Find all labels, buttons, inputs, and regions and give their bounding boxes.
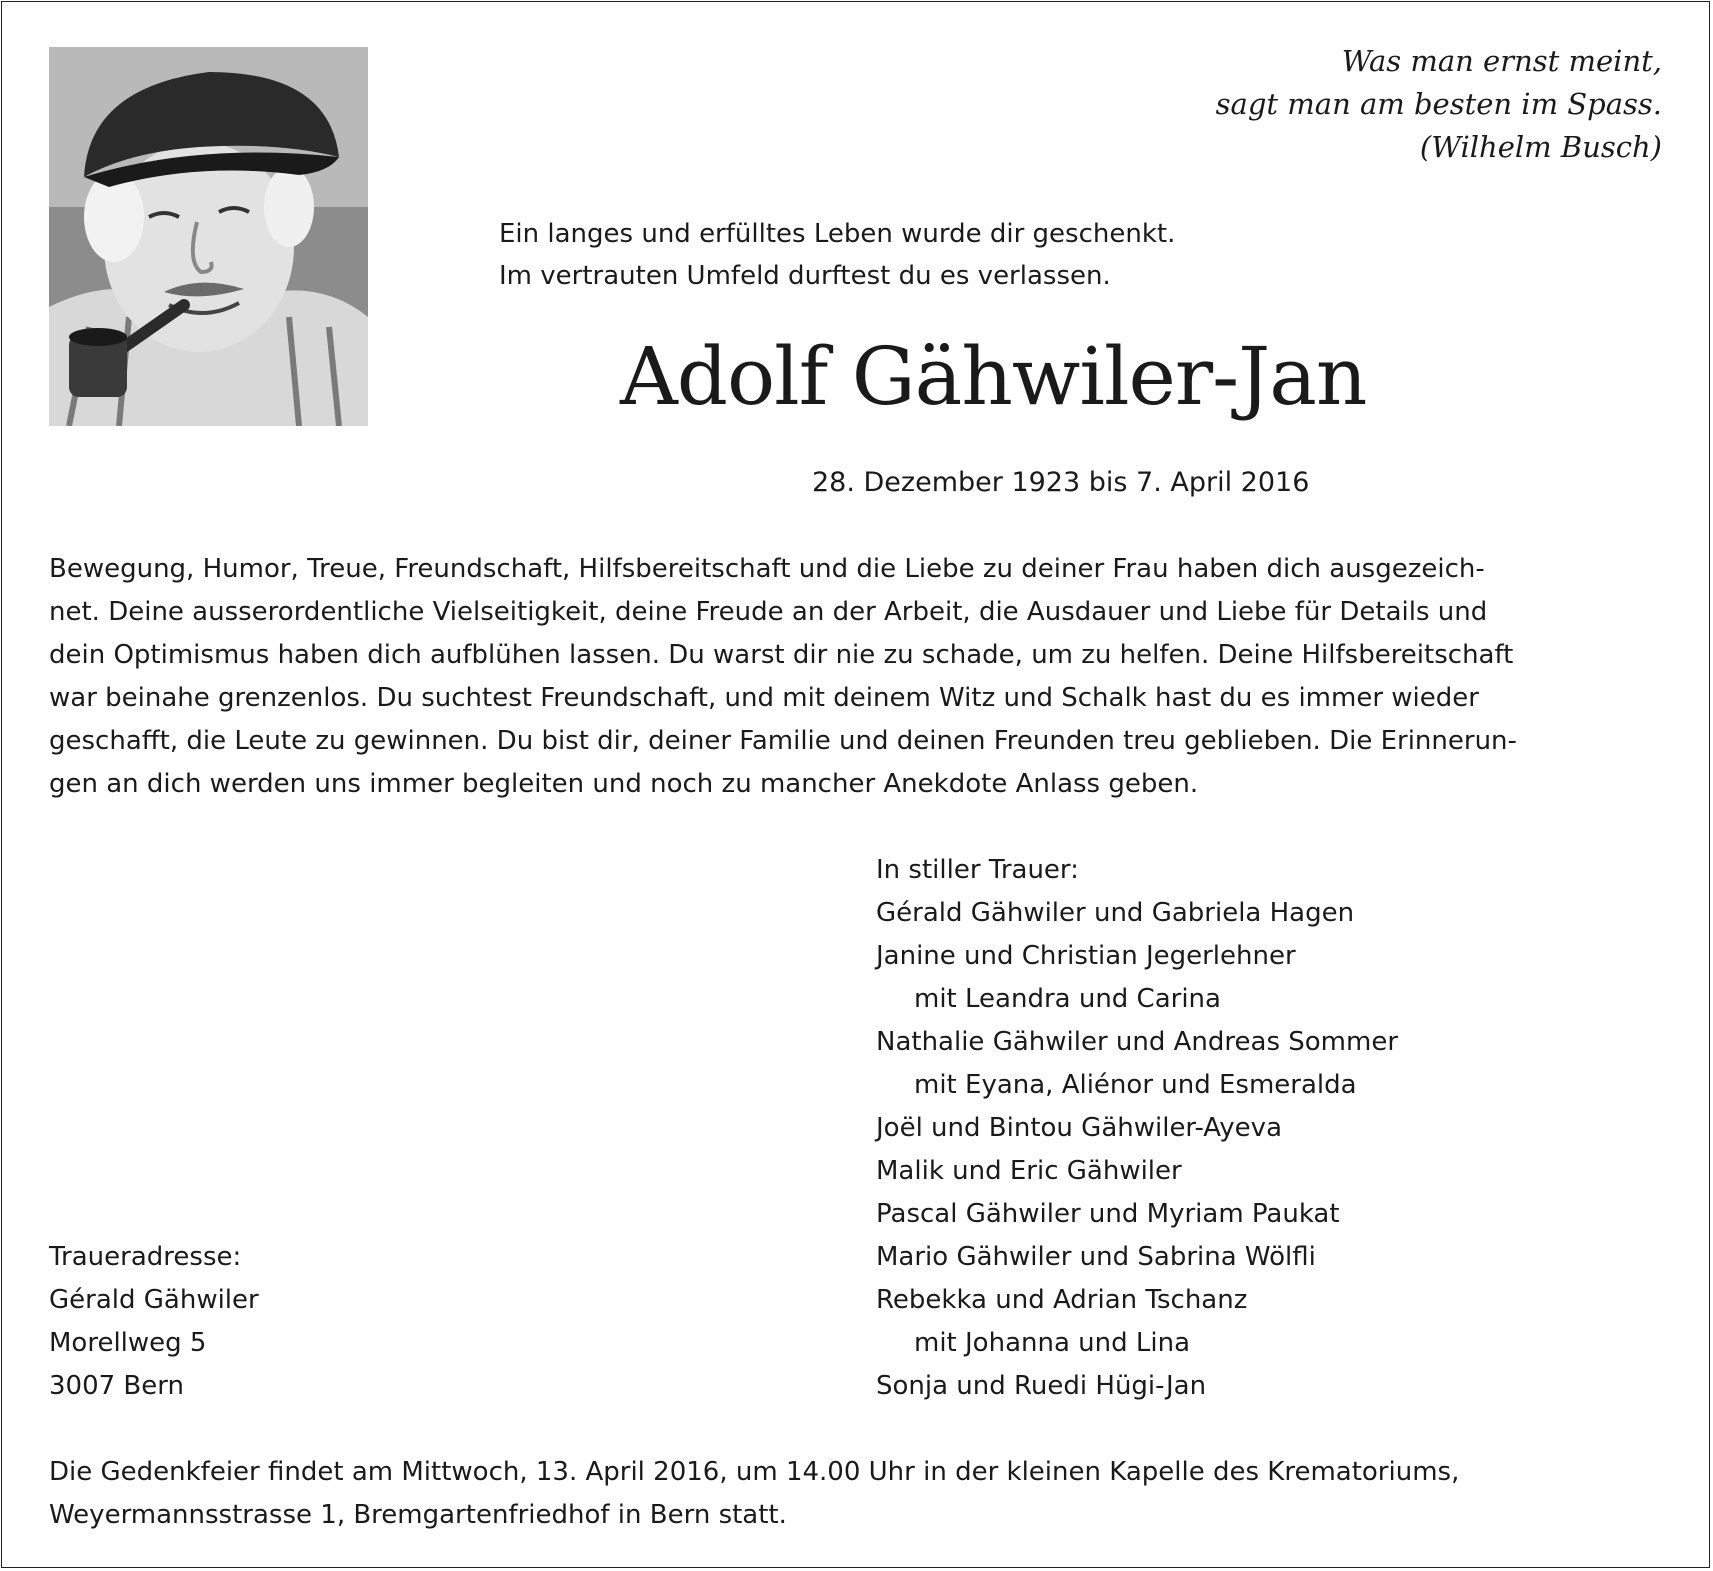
quote-line: sagt man am besten im Spass. [1215, 87, 1662, 121]
mourner-entry: Malik und Eric Gähwiler [876, 1156, 1182, 1186]
tribute-line: gen an dich werden uns immer begleiten und noch zu mancher Anekdote Anlass geben. [49, 769, 1199, 799]
address-city: 3007 Bern [49, 1371, 184, 1401]
mourner-entry: Nathalie Gähwiler und Andreas Sommer [876, 1027, 1399, 1057]
mourner-entry: Joël und Bintou Gähwiler-Ayeva [876, 1113, 1282, 1143]
service-line: Weyermannsstrasse 1, Bremgartenfriedhof in Bern statt. [49, 1500, 787, 1530]
mourner-entry: Rebekka und Adrian Tschanz [876, 1285, 1248, 1315]
tribute-line: Bewegung, Humor, Treue, Freundschaft, Hilfsbereitschaft und die Liebe zu deiner Frau haben dich ausgezeich- [49, 554, 1485, 584]
quote-author: (Wilhelm Busch) [1419, 130, 1662, 164]
life-dates: 28. Dezember 1923 bis 7. April 2016 [812, 467, 1310, 498]
intro-line: Im vertrauten Umfeld durftest du es verlassen. [499, 261, 1111, 291]
intro-text [499, 213, 1175, 297]
tribute-line: net. Deine ausserordentliche Vielseitigkeit, deine Freude an der Arbeit, die Ausdauer und Liebe für Details und [49, 597, 1488, 627]
mourner-entry: Janine und Christian Jegerlehner [876, 941, 1296, 971]
service-line: Die Gedenkfeier findet am Mittwoch, 13. April 2016, um 14.00 Uhr in der kleinen Kapelle des Krematoriums, [49, 1457, 1460, 1487]
address-street: Morellweg 5 [49, 1328, 207, 1358]
mourner-entry-children: mit Leandra und Carina [914, 984, 1221, 1014]
mourner-entry-children: mit Eyana, Aliénor und Esmeralda [914, 1070, 1357, 1100]
mourners-list [876, 849, 1398, 1408]
quote-block [1216, 40, 1662, 169]
mourners-heading: In stiller Trauer: [876, 855, 1079, 885]
intro-line: Ein langes und erfülltes Leben wurde dir geschenkt. [499, 219, 1176, 249]
tribute-line: geschafft, die Leute zu gewinnen. Du bist dir, deiner Familie und deinen Freunden treu geblieben. Die Erinnerun- [49, 726, 1517, 756]
deceased-name: Adolf Gähwiler-Jan [620, 330, 1367, 423]
portrait-photo [49, 47, 368, 426]
portrait-illustration [49, 47, 368, 426]
quote-line: Was man ernst meint, [1341, 44, 1662, 78]
memorial-service-info [49, 1451, 1459, 1537]
mourner-entry: Mario Gähwiler und Sabrina Wölfli [876, 1242, 1316, 1272]
mourner-entry: Sonja und Ruedi Hügi-Jan [876, 1371, 1207, 1401]
tribute-paragraph [49, 548, 1517, 806]
tribute-line: dein Optimismus haben dich aufblühen lassen. Du warst dir nie zu schade, um zu helfen. Deine Hilfsbereitschaft [49, 640, 1514, 670]
address-name: Gérald Gähwiler [49, 1285, 259, 1315]
mourning-address [49, 1236, 259, 1408]
tribute-line: war beinahe grenzenlos. Du suchtest Freundschaft, und mit deinem Witz und Schalk hast du es immer wieder [49, 683, 1479, 713]
mourner-entry: Gérald Gähwiler und Gabriela Hagen [876, 898, 1355, 928]
address-label: Traueradresse: [49, 1242, 242, 1272]
mourner-entry-children: mit Johanna und Lina [914, 1328, 1190, 1358]
mourner-entry: Pascal Gähwiler und Myriam Paukat [876, 1199, 1340, 1229]
